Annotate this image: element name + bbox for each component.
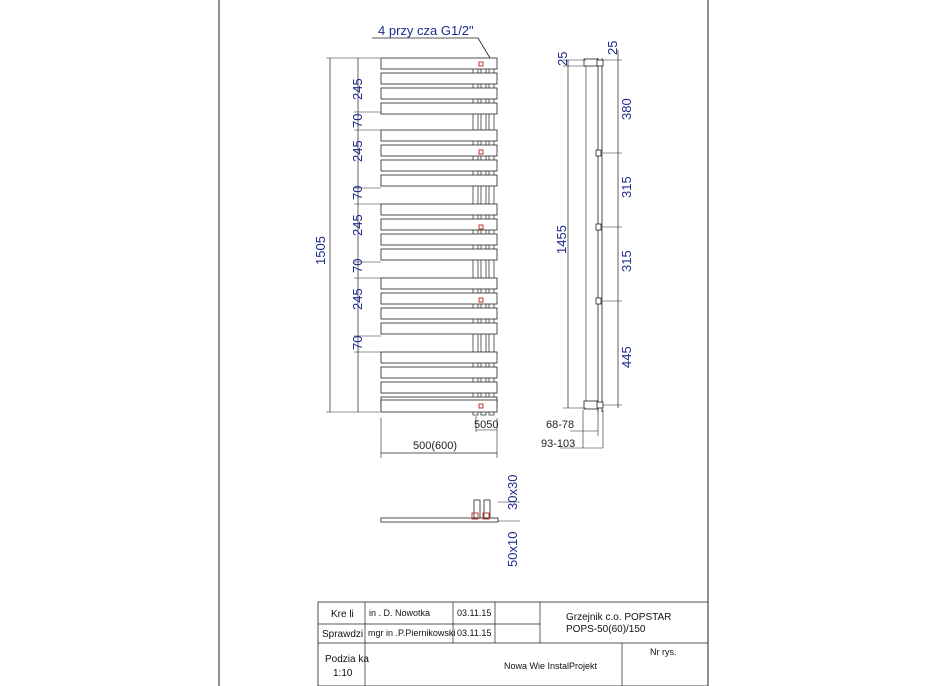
wall-bracket [596, 224, 601, 230]
connection-note: 4 przy cza G1/2" [378, 23, 474, 38]
radiator-bar [381, 382, 497, 393]
radiator-bar [381, 249, 497, 260]
side-dimension-label: 380 [619, 98, 634, 120]
segment-dimension-label: 70 [350, 258, 365, 273]
top-connector [584, 59, 598, 66]
radiator-bar [381, 234, 497, 245]
drawing-model: POPS-50(60)/150 [566, 624, 646, 635]
radiator-bar [381, 88, 497, 99]
wall-bracket [596, 298, 601, 304]
radiator-bar [381, 130, 497, 141]
top-view-bar [381, 518, 498, 522]
radiator-bar [381, 352, 497, 363]
profile-size-label: 50x10 [505, 531, 520, 567]
drawn-by-label: Kre li [331, 609, 354, 620]
radiator-bar [381, 204, 497, 215]
front-view [313, 23, 498, 458]
radiator-bar [381, 58, 497, 69]
radiator-bar [381, 175, 497, 186]
company-name: Nowa Wie InstalProjekt [504, 661, 598, 671]
top-view [381, 475, 520, 567]
pipe-size-label: 30x30 [505, 474, 520, 510]
radiator-bar [381, 367, 497, 378]
title-block [318, 602, 708, 686]
inner-height-label: 1455 [554, 225, 569, 254]
scale-label: Podzia ka [325, 654, 369, 665]
side-segment-dimensions [619, 98, 634, 368]
radiator-bar [381, 400, 497, 412]
radiator-bars [381, 58, 497, 412]
drawn-by-name: in . D. Nowotka [369, 608, 431, 618]
radiator-bar [381, 278, 497, 289]
connection-note-leader [478, 38, 490, 58]
segment-dimension-label: 70 [350, 335, 365, 350]
drawing-number-label: Nr rys. [650, 647, 677, 657]
bottom-connector [584, 401, 598, 409]
radiator-bar [381, 103, 497, 114]
drawn-date: 03.11.15 [457, 608, 492, 618]
segment-dimension-label: 245 [350, 214, 365, 236]
checked-by-label: Sprawdzi [322, 629, 364, 640]
segment-dimensions [350, 78, 381, 352]
segment-dimension-label: 245 [350, 140, 365, 162]
drawing-title: Grzejnik c.o. POPSTAR [566, 612, 672, 623]
segment-dimension-label: 70 [350, 185, 365, 200]
wall-bracket [596, 150, 601, 156]
side-view [541, 41, 634, 450]
radiator-bar [381, 308, 497, 319]
side-dimension-label: 315 [619, 250, 634, 272]
side-top-left-label: 25 [555, 51, 570, 66]
depth-outer-label: 93-103 [541, 438, 576, 450]
side-dimension-label: 315 [619, 176, 634, 198]
radiator-bar [381, 73, 497, 84]
scale-value: 1:10 [333, 668, 353, 679]
radiator-bar [381, 323, 497, 334]
checked-by-name: mgr in .P.Piernikowski [368, 628, 456, 638]
segment-dimension-label: 70 [350, 113, 365, 128]
segment-dimension-label: 245 [350, 78, 365, 100]
bottom-offset-label: 5050 [474, 419, 499, 431]
total-height-label: 1505 [313, 236, 328, 265]
width-label: 500(600) [413, 440, 458, 452]
radiator-bar [381, 160, 497, 171]
side-dimension-label: 445 [619, 346, 634, 368]
depth-inner-label: 68-78 [546, 419, 575, 431]
side-top-right-label: 25 [605, 40, 620, 55]
segment-dimension-label: 245 [350, 288, 365, 310]
checked-date: 03.11.15 [457, 628, 492, 638]
